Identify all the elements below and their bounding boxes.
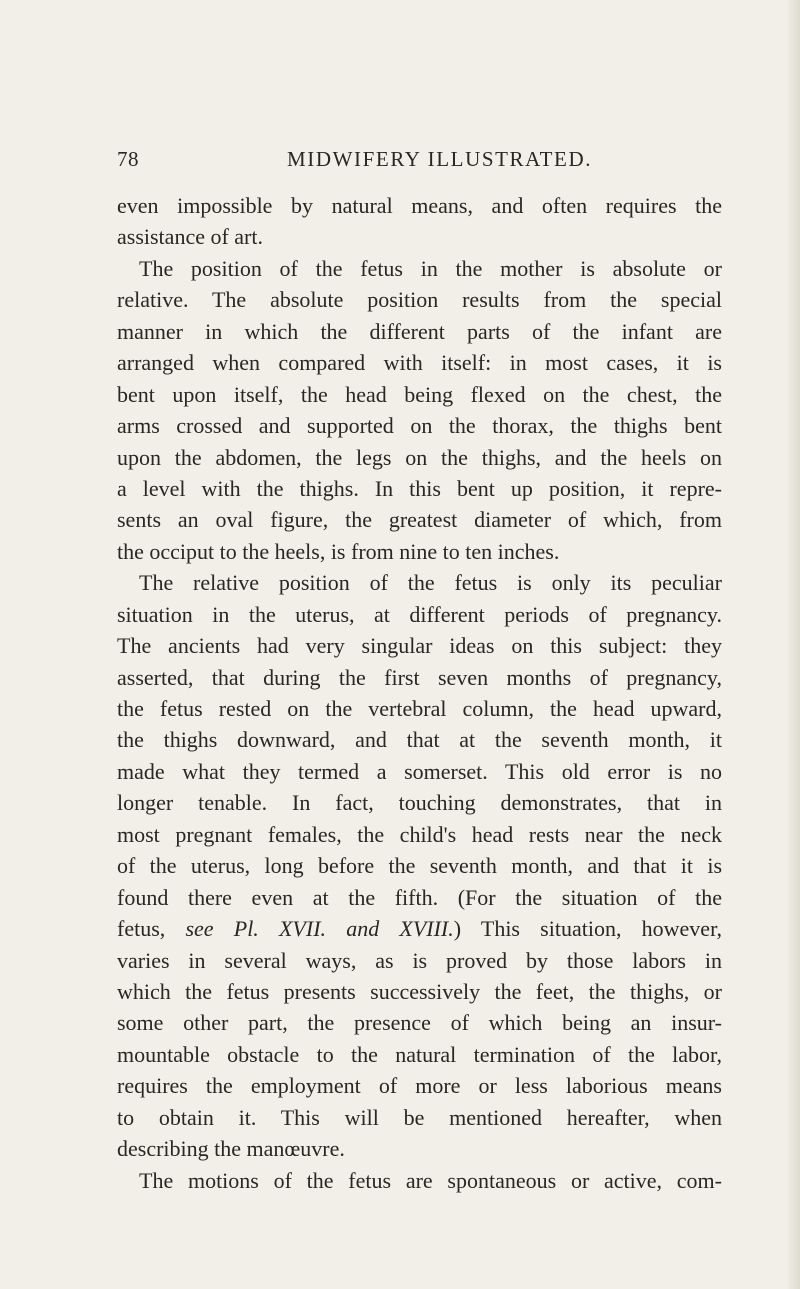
page-edge-shadow xyxy=(786,0,800,1289)
text-line-with-plate-reference xyxy=(117,913,722,944)
text-line: upon the abdomen, the legs on the thighs, and the heels on xyxy=(117,444,722,470)
text-line: of the uterus, long before the seventh month, and that it is xyxy=(117,853,722,879)
running-title: MIDWIFERY ILLUSTRATED. xyxy=(287,147,593,171)
text-segment: fetus, xyxy=(117,916,186,942)
plate-reference: see Pl. XVII. and XVIII. xyxy=(185,916,454,942)
text-line: varies in several ways, as is proved by those labors in xyxy=(117,947,722,973)
text-line: some other part, the presence of which being an insur- xyxy=(117,1010,722,1036)
text-line: situation in the uterus, at different periods of pregnancy. xyxy=(117,601,722,627)
text-line: to obtain it. This will be mentioned hereafter, when xyxy=(117,1104,722,1130)
text-line: The ancients had very singular ideas on this subject: they xyxy=(117,633,722,659)
text-line: which the fetus presents successively the feet, the thighs, or xyxy=(117,978,722,1004)
text-line: asserted, that during the first seven months of pregnancy, xyxy=(117,664,722,690)
paragraph-start-line: The motions of the fetus are spontaneous or active, com- xyxy=(139,1167,722,1193)
text-line: arranged when compared with itself: in most cases, it is xyxy=(117,350,722,376)
text-line: arms crossed and supported on the thorax, the thighs bent xyxy=(117,413,722,439)
text-line: requires the employment of more or less laborious means xyxy=(117,1073,722,1099)
text-line: longer tenable. In fact, touching demonstrates, that in xyxy=(117,790,722,816)
text-line: assistance of art. xyxy=(117,224,263,250)
paragraph-start-line: The relative position of the fetus is only its peculiar xyxy=(139,570,722,596)
text-line: sents an oval figure, the greatest diameter of which, from xyxy=(117,507,722,533)
text-line: manner in which the different parts of the infant are xyxy=(117,318,722,344)
page-number: 78 xyxy=(117,147,139,171)
text-line: describing the manœuvre. xyxy=(117,1136,345,1162)
text-line: the thighs downward, and that at the seventh month, it xyxy=(117,727,722,753)
text-segment: ) This situation, however, xyxy=(453,916,723,942)
body-text xyxy=(117,190,722,1196)
text-line: mountable obstacle to the natural termination of the labor, xyxy=(117,1041,722,1067)
text-line: the fetus rested on the vertebral column, the head upward, xyxy=(117,696,722,721)
text-line: a level with the thighs. In this bent up position, it repre- xyxy=(117,475,722,501)
text-line: even impossible by natural means, and often requires the xyxy=(117,193,722,218)
text-line: found there even at the fifth. (For the situation of the xyxy=(117,884,722,910)
paragraph-start-line: The position of the fetus in the mother is absolute or xyxy=(139,255,722,281)
text-line: made what they termed a somerset. This old error is no xyxy=(117,758,722,784)
text-line: the occiput to the heels, is from nine to ten inches. xyxy=(117,538,560,564)
text-line: most pregnant females, the child's head rests near the neck xyxy=(117,821,722,847)
running-head xyxy=(117,147,717,177)
text-line: bent upon itself, the head being flexed on the chest, the xyxy=(117,381,722,407)
text-line: relative. The absolute position results from the special xyxy=(117,287,722,313)
